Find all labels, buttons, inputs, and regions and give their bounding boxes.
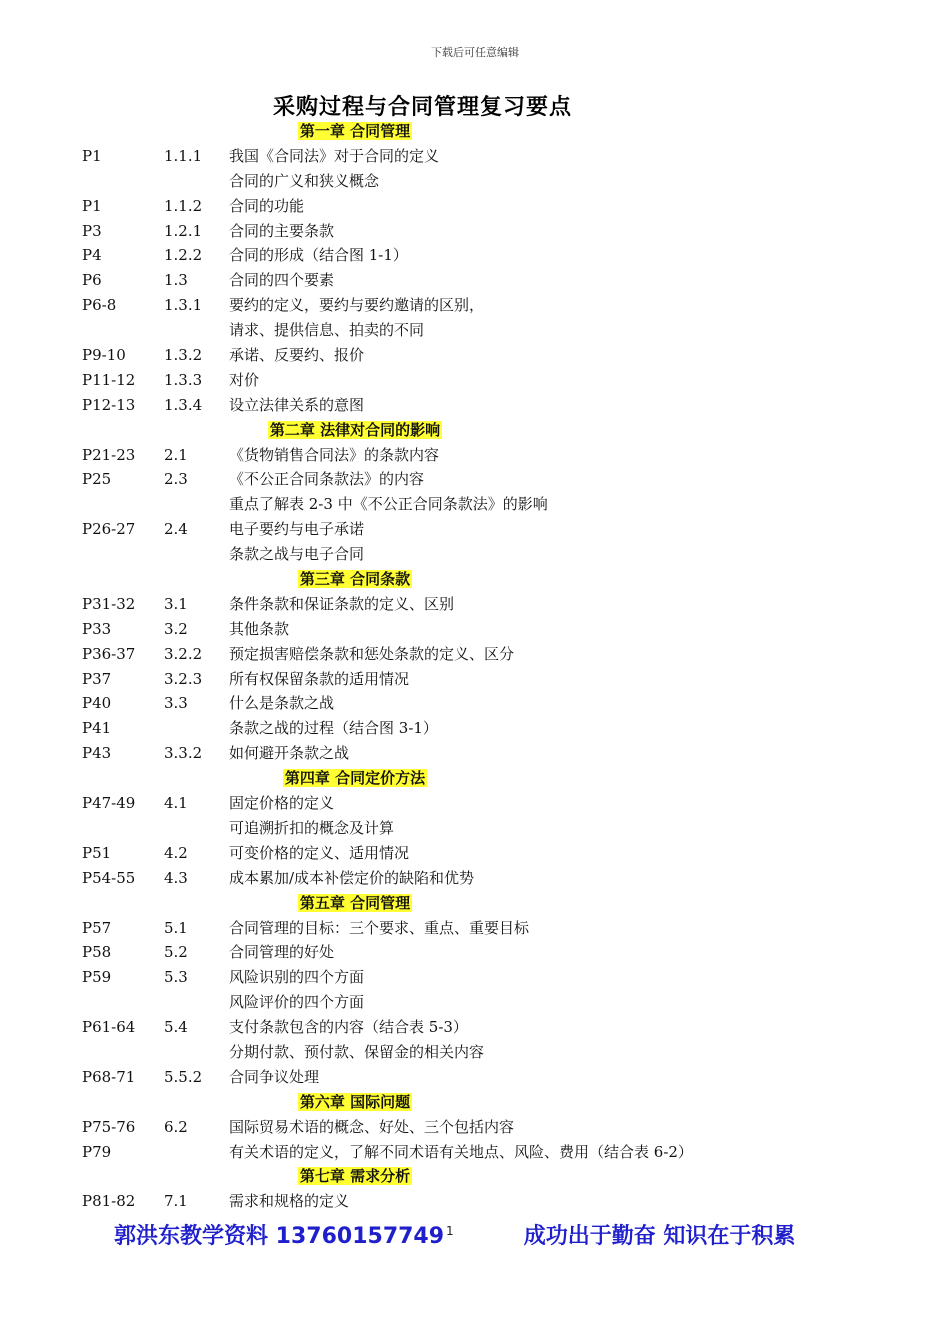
page-ref: P43 [82,744,112,763]
section-number: 3.3 [164,694,188,713]
outline-row [0,916,950,941]
chapter-heading [0,766,710,791]
outline-row [0,1065,950,1090]
topic-text: 合同争议处理 [229,1067,320,1086]
footer [92,1216,852,1252]
topic-text: 所有权保留条款的适用情况 [229,669,410,688]
outline-row [0,293,950,318]
section-number: 3.2 [164,619,188,638]
section-number: 7.1 [164,1192,188,1211]
topic-text: 可追溯折扣的概念及计算 [229,818,395,837]
topic-text: 风险识别的四个方面 [229,968,365,987]
topic-text: 需求和规格的定义 [229,1192,350,1211]
topic-text: 分期付款、预付款、保留金的相关内容 [229,1042,485,1061]
page-ref: P11-12 [82,370,136,389]
section-number: 2.4 [164,520,188,539]
section-number: 5.4 [164,1018,188,1037]
chapter-heading-label: 第一章 合同管理 [299,122,411,140]
section-number: 3.2.3 [164,669,203,688]
chapter-heading [0,1090,710,1115]
page-ref: P4 [82,246,102,265]
footer-name: 郭洪东教学资料 13760157749 [114,1224,445,1250]
topic-text: 国际贸易术语的概念、好处、三个包括内容 [229,1117,515,1136]
outline-row [0,716,950,741]
section-number: 1.3.3 [164,370,203,389]
section-number: 4.2 [164,843,188,862]
section-number: 4.1 [164,794,188,813]
topic-text: 设立法律关系的意图 [229,395,365,414]
outline-row [0,691,950,716]
topic-text: 预定损害赔偿条款和惩处条款的定义、区分 [229,644,515,663]
outline-row [0,1115,950,1140]
topic-text: 电子要约与电子承诺 [229,520,365,539]
outline-row [0,169,950,194]
page-ref: P1 [82,196,102,215]
chapter-heading-label: 第七章 需求分析 [299,1167,411,1186]
topic-text: 风险评价的四个方面 [229,993,365,1012]
topic-text: 条件条款和保证条款的定义、区别 [229,594,455,613]
page-ref: P79 [82,1142,112,1161]
topic-text: 有关术语的定义，了解不同术语有关地点、风险、费用（结合表 6-2） [229,1142,693,1161]
section-number: 3.1 [164,594,188,613]
page-ref: P68-71 [82,1067,136,1086]
section-number: 2.1 [164,445,188,464]
topic-text: 条款之战与电子合同 [229,545,365,564]
outline-row [0,940,950,965]
page-ref: P37 [82,669,112,688]
topic-text: 支付条款包含的内容（结合表 5-3） [229,1018,468,1037]
outline-row [0,667,950,692]
page-ref: P61-64 [82,1018,136,1037]
outline-row [0,393,950,418]
topic-text: 合同的功能 [229,196,305,215]
section-number: 5.2 [164,943,188,962]
outline-row [0,816,950,841]
topic-text: 对价 [229,370,260,389]
topic-text: 合同管理的好处 [229,943,335,962]
section-number: 5.1 [164,918,188,937]
topic-text: 如何避开条款之战 [229,744,350,763]
section-number: 2.3 [164,470,188,489]
page-ref: P57 [82,918,112,937]
outline-row [0,194,950,219]
page-ref: P40 [82,694,112,713]
topic-text: 《货物销售合同法》的条款内容 [229,445,440,464]
topic-text: 我国《合同法》对于合同的定义 [229,146,440,165]
page-number: 1 [446,1224,454,1238]
outline-row [0,219,950,244]
page-ref: P47-49 [82,794,136,813]
outline-row [0,1040,950,1065]
page-ref: P1 [82,146,102,165]
page-ref: P26-27 [82,520,136,539]
outline-row [0,467,950,492]
outline-row [0,443,950,468]
page-ref: P6 [82,271,102,290]
section-number: 1.2.1 [164,221,203,240]
page-ref: P59 [82,968,112,987]
page-ref: P6-8 [82,296,117,315]
section-number: 1.2.2 [164,246,203,265]
page-ref: P51 [82,843,112,862]
outline-row [0,268,950,293]
page-ref: P41 [82,719,112,738]
topic-text: 重点了解表 2-3 中《不公正合同条款法》的影响 [229,495,548,514]
page-ref: P36-37 [82,644,136,663]
chapter-heading [0,1164,710,1189]
page-ref: P58 [82,943,112,962]
topic-text: 什么是条款之战 [229,694,335,713]
document-title: 采购过程与合同管理复习要点 [272,95,572,120]
outline-list [0,119,950,1214]
section-number: 3.3.2 [164,744,203,763]
page-ref: P75-76 [82,1117,136,1136]
page-ref: P3 [82,221,102,240]
section-number: 3.2.2 [164,644,203,663]
outline-row [0,517,950,542]
topic-text: 可变价格的定义、适用情况 [229,843,410,862]
outline-row [0,1140,950,1165]
outline-row [0,492,950,517]
section-number: 5.5.2 [164,1067,203,1086]
chapter-heading [0,567,710,592]
outline-row [0,965,950,990]
section-number: 5.3 [164,968,188,987]
chapter-heading [0,418,710,443]
topic-text: 成本累加/成本补偿定价的缺陷和优势 [229,868,475,887]
chapter-heading-label: 第五章 合同管理 [299,893,411,912]
outline-row [0,368,950,393]
topic-text: 要约的定义，要约与要约邀请的区别， [229,296,485,315]
outline-row [0,318,950,343]
outline-row [0,642,950,667]
topic-text: 承诺、反要约、报价 [229,346,365,365]
chapter-heading-label: 第四章 合同定价方法 [284,769,426,788]
section-number: 6.2 [164,1117,188,1136]
page-ref: P33 [82,619,112,638]
outline-row [0,1189,950,1214]
page-ref: P54-55 [82,868,136,887]
footer-motto: 成功出于勤奋 知识在于积累 [523,1224,796,1250]
outline-row [0,617,950,642]
topic-text: 条款之战的过程（结合图 3-1） [229,719,438,738]
outline-row [0,592,950,617]
chapter-heading-label: 第二章 法律对合同的影响 [269,420,441,439]
chapter-heading [0,119,710,144]
outline-row [0,1015,950,1040]
section-number: 1.3.4 [164,395,203,414]
page-ref: P12-13 [82,395,136,414]
outline-row [0,343,950,368]
section-number: 1.3.1 [164,296,203,315]
page-ref: P25 [82,470,112,489]
section-number: 1.3.2 [164,346,203,365]
outline-row [0,144,950,169]
header-note: 下载后可任意编辑 [431,46,519,59]
topic-text: 合同的形成（结合图 1-1） [229,246,408,265]
outline-row [0,841,950,866]
page-ref: P9-10 [82,346,126,365]
chapter-heading [0,891,710,916]
topic-text: 《不公正合同条款法》的内容 [229,470,425,489]
topic-text: 合同管理的目标：三个要求、重点、重要目标 [229,918,530,937]
topic-text: 合同的主要条款 [229,221,335,240]
section-number: 4.3 [164,868,188,887]
outline-row [0,990,950,1015]
section-number: 1.3 [164,271,188,290]
topic-text: 合同的四个要素 [229,271,335,290]
section-number: 1.1.2 [164,196,203,215]
topic-text: 请求、提供信息、拍卖的不同 [229,321,425,340]
page-ref: P31-32 [82,594,136,613]
outline-row [0,741,950,766]
chapter-heading-label: 第三章 合同条款 [299,570,411,589]
chapter-heading-label: 第六章 国际问题 [299,1092,411,1111]
outline-row [0,866,950,891]
outline-row [0,542,950,567]
section-number: 1.1.1 [164,146,203,165]
outline-row [0,243,950,268]
outline-row [0,791,950,816]
topic-text: 合同的广义和狭义概念 [229,171,380,190]
topic-text: 其他条款 [229,619,290,638]
page-ref: P81-82 [82,1192,136,1211]
topic-text: 固定价格的定义 [229,794,335,813]
page-ref: P21-23 [82,445,136,464]
